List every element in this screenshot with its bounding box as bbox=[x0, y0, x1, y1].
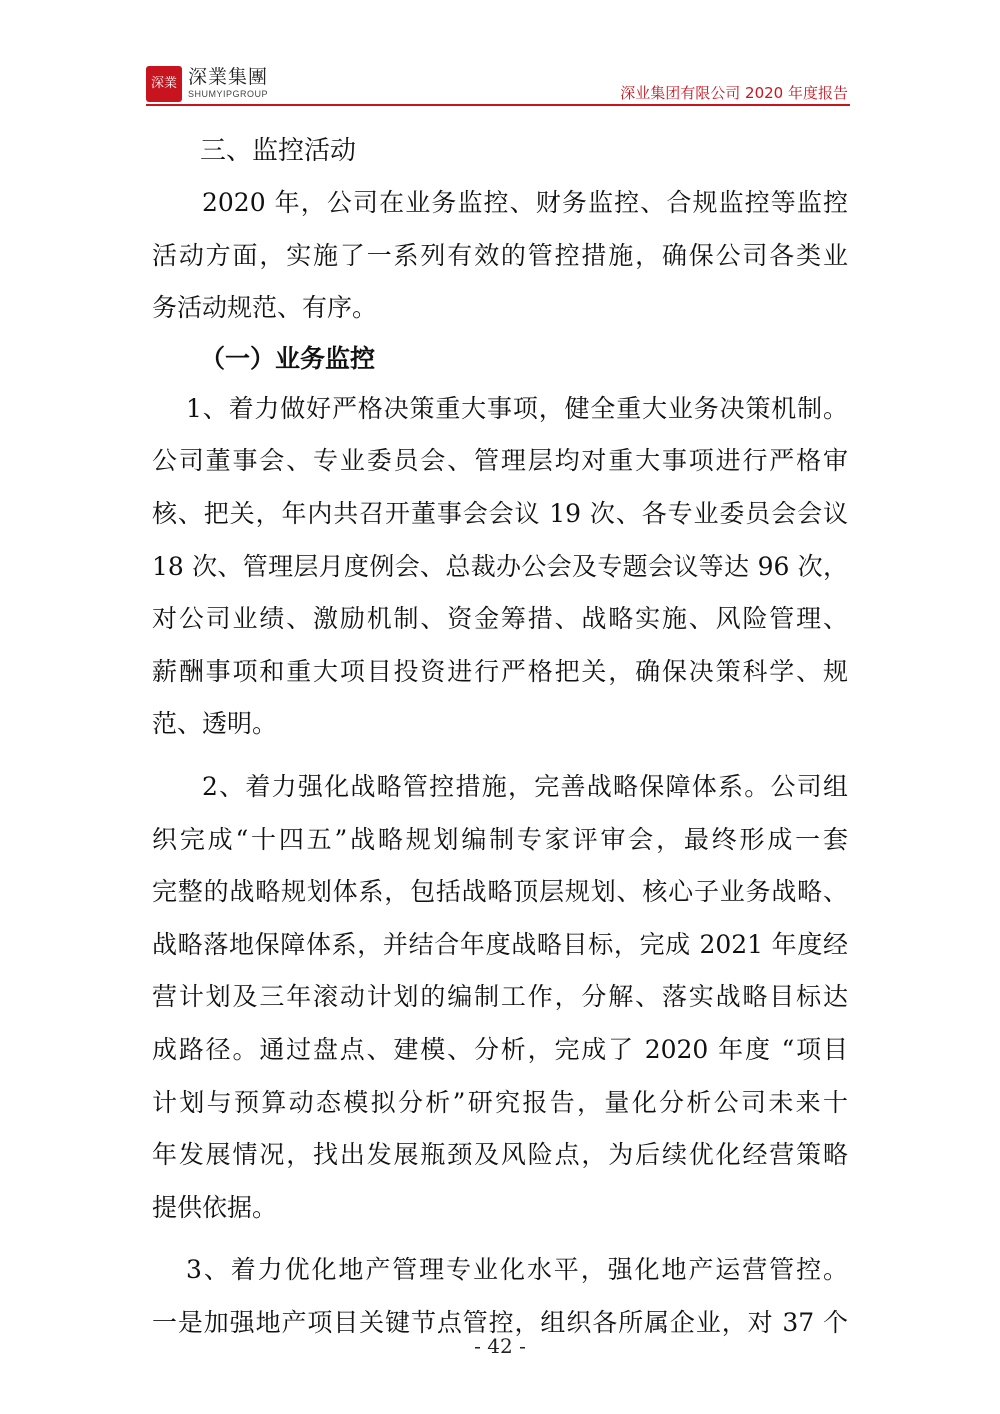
paragraph-gap bbox=[152, 751, 848, 761]
text-line: 薪酬事项和重大项目投资进行严格把关，确保决策科学、规 bbox=[152, 656, 848, 686]
logo-subtitle: SHUMYIPGROUP bbox=[188, 89, 269, 99]
text-line: 年发展情况，找出发展瓶颈及风险点，为后续优化经营策略 bbox=[152, 1140, 848, 1170]
subsection-title: （一）业务监控 bbox=[200, 343, 376, 373]
text-line: 公司董事会、专业委员会、管理层均对重大事项进行严格审 bbox=[152, 446, 848, 476]
header-divider bbox=[146, 104, 850, 106]
text-line: 范、透明。 bbox=[152, 709, 278, 739]
paragraph-2 bbox=[152, 761, 848, 1234]
text-line: 18 次、管理层月度例会、总裁办公会及专题会议等达 96 次， bbox=[152, 551, 848, 581]
text-line: 提供依据。 bbox=[152, 1192, 278, 1222]
page-content bbox=[152, 125, 848, 1349]
section-title: 三、监控活动 bbox=[200, 136, 357, 166]
company-logo bbox=[146, 66, 286, 102]
text-line: 2、着力强化战略管控措施，完善战略保障体系。公司组 bbox=[202, 771, 848, 801]
text-line: 完整的战略规划体系，包括战略顶层规划、核心子业务战略、 bbox=[152, 877, 848, 907]
text-line: 核、把关，年内共召开董事会会议 19 次、各专业委员会会议 bbox=[152, 498, 848, 528]
text-line: 战略落地保障体系，并结合年度战略目标，完成 2021 年度经 bbox=[152, 929, 848, 959]
text-line: 对公司业绩、激励机制、资金筹措、战略实施、风险管理、 bbox=[152, 604, 848, 634]
text-line: 务活动规范、有序。 bbox=[152, 293, 378, 323]
text-line: 3、着力优化地产管理专业化水平，强化地产运营管控。 bbox=[186, 1255, 848, 1285]
report-title: 深业集团有限公司 2020 年度报告 bbox=[620, 84, 848, 102]
page-number: - 42 - bbox=[474, 1334, 526, 1358]
intro-paragraph bbox=[152, 177, 848, 335]
text-line: 一是加强地产项目关键节点管控，组织各所属企业，对 37 个 bbox=[152, 1307, 848, 1337]
paragraph-1 bbox=[152, 383, 848, 751]
logo-name: 深業集團 bbox=[188, 66, 269, 88]
text-line: 织完成“十四五”战略规划编制专家评审会，最终形成一套 bbox=[152, 824, 848, 854]
paragraph-gap bbox=[152, 1234, 848, 1244]
text-line: 活动方面，实施了一系列有效的管控措施，确保公司各类业 bbox=[152, 240, 848, 270]
text-line: 2020 年，公司在业务监控、财务监控、合规监控等监控 bbox=[202, 188, 848, 217]
text-line: 成路径。通过盘点、建模、分析，完成了 2020 年度 “项目 bbox=[152, 1034, 848, 1064]
text-line: 计划与预算动态模拟分析”研究报告，量化分析公司未来十 bbox=[152, 1087, 848, 1117]
text-line: 1、着力做好严格决策重大事项，健全重大业务决策机制。 bbox=[186, 393, 848, 423]
logo-seal-icon: 深業 bbox=[146, 66, 182, 102]
text-line: 营计划及三年滚动计划的编制工作，分解、落实战略目标达 bbox=[152, 982, 848, 1012]
